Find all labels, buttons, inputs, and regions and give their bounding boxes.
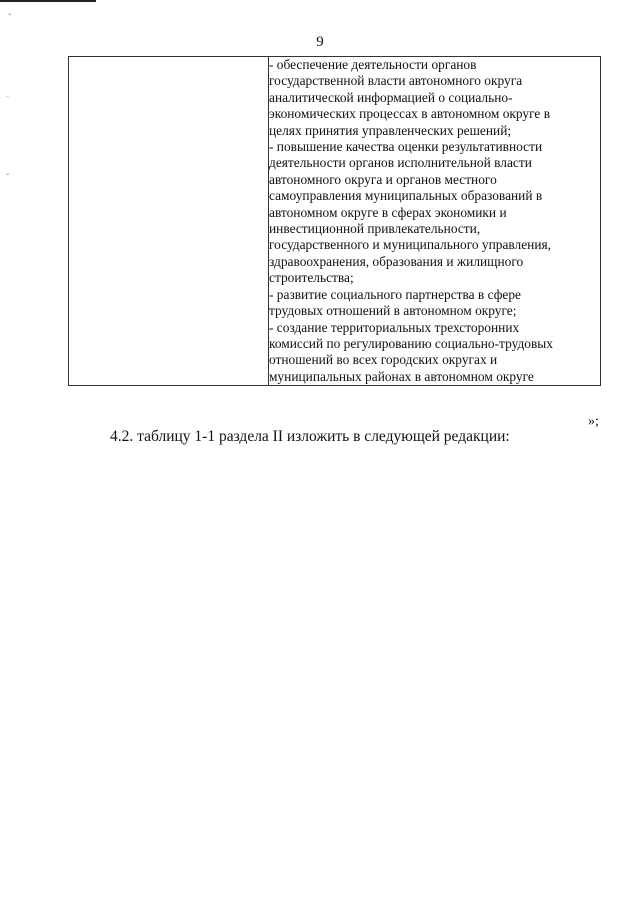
text-line: автономном округе в сферах экономики и: [269, 204, 507, 220]
page-number: 9: [316, 34, 324, 50]
paragraph: 4.2. таблицу 1-1 раздела II изложить в следующей редакции:: [110, 428, 510, 445]
text-line: - обеспечение деятельности органов: [269, 57, 477, 72]
margin-mark: ˇ: [6, 95, 10, 106]
text-line: муниципальных районах в автономном округе: [269, 368, 534, 384]
text-line: аналитической информацией о социально-: [269, 89, 513, 105]
text-line: автономного округа и органов местного: [269, 171, 497, 187]
text-line: самоуправления муниципальных образований в: [269, 188, 543, 204]
text-line: инвестиционной привлекательности,: [269, 221, 481, 237]
table-left-cell: [69, 57, 269, 386]
table-right-cell: [269, 57, 601, 386]
text-line: - развитие социального партнерства в сфере: [269, 286, 521, 302]
top-rule: [0, 0, 96, 2]
text-line: государственного и муниципального управления,: [269, 237, 552, 253]
margin-mark: ˇ: [8, 13, 12, 24]
margin-mark: ˇ: [6, 173, 10, 184]
text-line: - создание территориальных трехсторонних: [269, 319, 520, 335]
text-line: здравоохранения, образования и жилищного: [269, 253, 524, 269]
text-line: комиссий по регулированию социально-трудовых: [269, 335, 553, 351]
text-line: целях принятия управленческих решений;: [269, 122, 512, 138]
text-line: строительства;: [269, 270, 354, 286]
text-line: экономических процессах в автономном округе в: [269, 106, 551, 122]
text-line: отношений во всех городских округах и: [269, 352, 498, 368]
text-line: - повышение качества оценки результативности: [269, 139, 543, 155]
table-row: [69, 57, 601, 386]
document-table: [68, 56, 601, 386]
text-line: государственной власти автономного округа: [269, 73, 523, 89]
text-line: деятельности органов исполнительной власти: [269, 155, 532, 171]
text-line: трудовых отношений в автономном округе;: [269, 303, 517, 319]
closing-quote: »;: [588, 414, 599, 429]
